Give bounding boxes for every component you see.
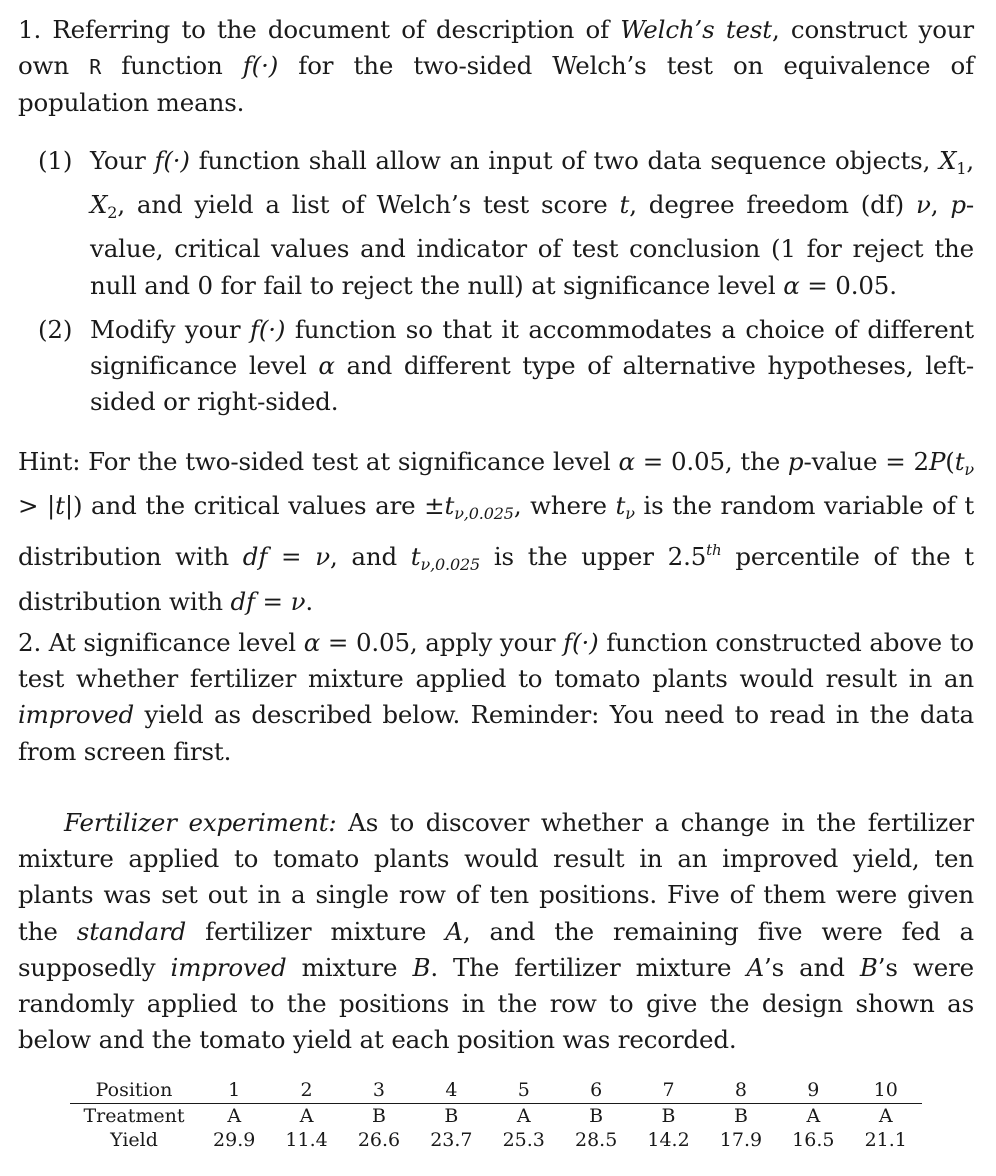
x2-subscript: 2 (107, 203, 118, 223)
item-text: Modify your (90, 315, 250, 344)
hint-text: is the upper 2.5 (480, 542, 707, 572)
yield-cell: 16.5 (792, 1129, 835, 1151)
question-1-part-2 (38, 312, 974, 421)
treatment-cell: B (733, 1105, 748, 1127)
position-cell: 2 (270, 1078, 342, 1104)
df-symbol: df (242, 542, 268, 572)
position-cell: 10 (850, 1078, 922, 1104)
position-cell: 7 (632, 1078, 704, 1104)
q1-text: function (101, 51, 243, 81)
question-1-part-1 (38, 143, 974, 304)
fertilizer-experiment-paragraph (18, 805, 974, 1058)
hint-text: = 0.05, the (634, 447, 788, 476)
p-symbol: p (950, 190, 966, 220)
standard-emphasis: standard (76, 916, 187, 946)
x1-symbol: X (939, 146, 957, 175)
alpha-symbol: α (783, 270, 800, 300)
mixture-a-symbol: A (746, 952, 765, 982)
function-symbol: f(·) (249, 315, 286, 344)
treatment-cell: A (878, 1105, 893, 1127)
q2-text: = 0.05, apply your (320, 628, 564, 657)
q2-text: 2. At significance level (18, 628, 304, 657)
position-cell: 6 (560, 1078, 632, 1104)
x2-symbol: X (90, 190, 108, 220)
nu-symbol: ν (915, 190, 931, 220)
hint-text: Hint: For the two-sided test at significance level (18, 447, 619, 476)
item-text: = 0.05. (799, 270, 897, 300)
position-cell: 1 (198, 1078, 270, 1104)
q2-text: function constructed above to test whether fertilizer mixture applied to tomato plants would result in an (18, 628, 974, 694)
item-text: , and yield a list of Welch’s test score (117, 190, 620, 220)
hint-text: = (267, 542, 316, 572)
r-language-code: R (89, 55, 102, 80)
mixture-b-symbol: B (412, 952, 431, 982)
t-subscript: ν,0.025 (420, 555, 481, 575)
treatment-cell: B (589, 1105, 604, 1127)
mixture-b-symbol: B (859, 952, 878, 982)
hint-text: percentile of the t distribution with (18, 542, 974, 616)
question-2 (18, 625, 974, 770)
df-symbol: df (230, 586, 255, 616)
hint-text: = (254, 586, 291, 616)
t-symbol: t (615, 491, 626, 521)
item-text: -value, critical values and indicator of test conclusion (1 for reject the null and 0 for fail to reject the null) at significance level (90, 190, 975, 300)
treatment-cell: B (444, 1105, 459, 1127)
row-label-position: Position (70, 1078, 198, 1104)
t-subscript: ν (964, 460, 974, 479)
item-text: function shall allow an input of two data sequence objects, (189, 146, 940, 175)
treatment-cell: A (516, 1105, 531, 1127)
fert-text: ’s were randomly applied to the positions in the row to give the design shown as below and the tomato yield at each position was recorded. (18, 952, 975, 1055)
item-number: (1) (38, 146, 73, 175)
probability-symbol: P (928, 447, 946, 476)
fert-text: , and the remaining five were fed a supposedly (18, 916, 974, 982)
item-text: Your (90, 146, 155, 175)
x1-subscript: 1 (956, 159, 967, 178)
hint-paragraph (18, 444, 974, 620)
fert-text: . The fertilizer mixture (430, 952, 747, 982)
t-symbol: t (619, 190, 630, 220)
treatment-cell: A (806, 1105, 821, 1127)
yield-cell: 25.3 (502, 1129, 545, 1151)
q1-text: 1. Referring to the document of description of (18, 15, 621, 44)
t-subscript: ν,0.025 (454, 504, 514, 524)
hint-text: , and (329, 542, 411, 572)
t-symbol: t (444, 491, 455, 521)
yield-cell: 14.2 (647, 1129, 690, 1151)
yield-cell: 11.4 (285, 1129, 328, 1151)
item-text: function so that it accommodates a choice of different significance level (90, 315, 974, 381)
item-text: and different type of alternative hypotheses, left-sided or right-sided. (90, 351, 974, 417)
fert-text: As to discover whether a change in the fertilizer mixture applied to tomato plants would result in an improved yield, ten plants was set out in a single row of ten positions. Five of them were given the (18, 808, 974, 946)
function-symbol: f(·) (154, 146, 190, 175)
yield-cell: 23.7 (430, 1129, 473, 1151)
t-symbol: t (410, 542, 421, 572)
q1-text: , construct your own (18, 15, 974, 81)
q1-text: for the two-sided Welch’s test on equivalence of population means. (18, 51, 974, 118)
yield-cell: 29.9 (213, 1129, 256, 1151)
hint-text: -value = 2 (803, 447, 929, 476)
welch-test-emphasis: Welch’s test (620, 15, 773, 44)
treatment-cell: B (661, 1105, 676, 1127)
position-cell: 9 (777, 1078, 849, 1104)
hint-text: is the random variable of t distribution with (18, 491, 975, 572)
yield-cell: 21.1 (864, 1129, 907, 1151)
treatment-cell: B (371, 1105, 386, 1127)
hint-text: > | (18, 491, 56, 521)
hint-text: . (305, 586, 313, 616)
position-cell: 8 (705, 1078, 777, 1104)
question-1 (18, 12, 974, 122)
alpha-symbol: α (318, 351, 335, 381)
improved-emphasis: improved (170, 952, 287, 982)
yield-cell: 26.6 (357, 1129, 401, 1151)
row-label-treatment: Treatment (83, 1105, 185, 1127)
data-table (70, 1078, 922, 1152)
table-row-treatment (70, 1104, 922, 1129)
hint-text: , where (513, 491, 616, 521)
experiment-label: Fertilizer experiment: (64, 808, 337, 837)
fert-text: ’s and (764, 952, 860, 982)
mixture-a-symbol: A (445, 916, 463, 946)
hint-text: ( (945, 447, 955, 476)
table-row-position (70, 1078, 922, 1104)
fert-text: mixture (286, 952, 413, 982)
table-body (70, 1078, 922, 1152)
row-label-yield: Yield (110, 1129, 158, 1151)
yield-cell: 17.9 (719, 1129, 763, 1151)
q2-text: yield as described below. Reminder: You need to read in the data from screen first. (18, 700, 974, 766)
nu-symbol: ν (290, 586, 306, 616)
fertilizer-data-table (70, 1078, 922, 1152)
treatment-cell: A (299, 1105, 314, 1127)
t-symbol: t (954, 447, 965, 476)
nu-symbol: ν (315, 542, 330, 572)
position-cell: 3 (343, 1078, 415, 1104)
position-cell: 4 (415, 1078, 487, 1104)
item-text: , degree freedom (df) (629, 190, 916, 220)
alpha-symbol: α (618, 447, 635, 476)
table-row-yield (70, 1128, 922, 1152)
alpha-symbol: α (303, 628, 321, 657)
item-number: (2) (38, 315, 73, 344)
function-symbol: f(·) (242, 51, 279, 81)
position-cell: 5 (488, 1078, 560, 1104)
function-symbol: f(·) (563, 628, 599, 657)
ordinal-superscript: th (706, 541, 722, 560)
yield-cell: 28.5 (574, 1129, 618, 1151)
t-subscript: ν (625, 504, 635, 524)
fert-text: fertilizer mixture (186, 916, 446, 946)
item-text: , (966, 146, 974, 175)
item-text: , (930, 190, 951, 220)
t-symbol: t (55, 491, 65, 521)
improved-emphasis: improved (18, 700, 135, 730)
hint-text: |) and the critical values are ± (64, 491, 445, 521)
treatment-cell: A (227, 1105, 242, 1127)
p-symbol: p (787, 447, 804, 476)
